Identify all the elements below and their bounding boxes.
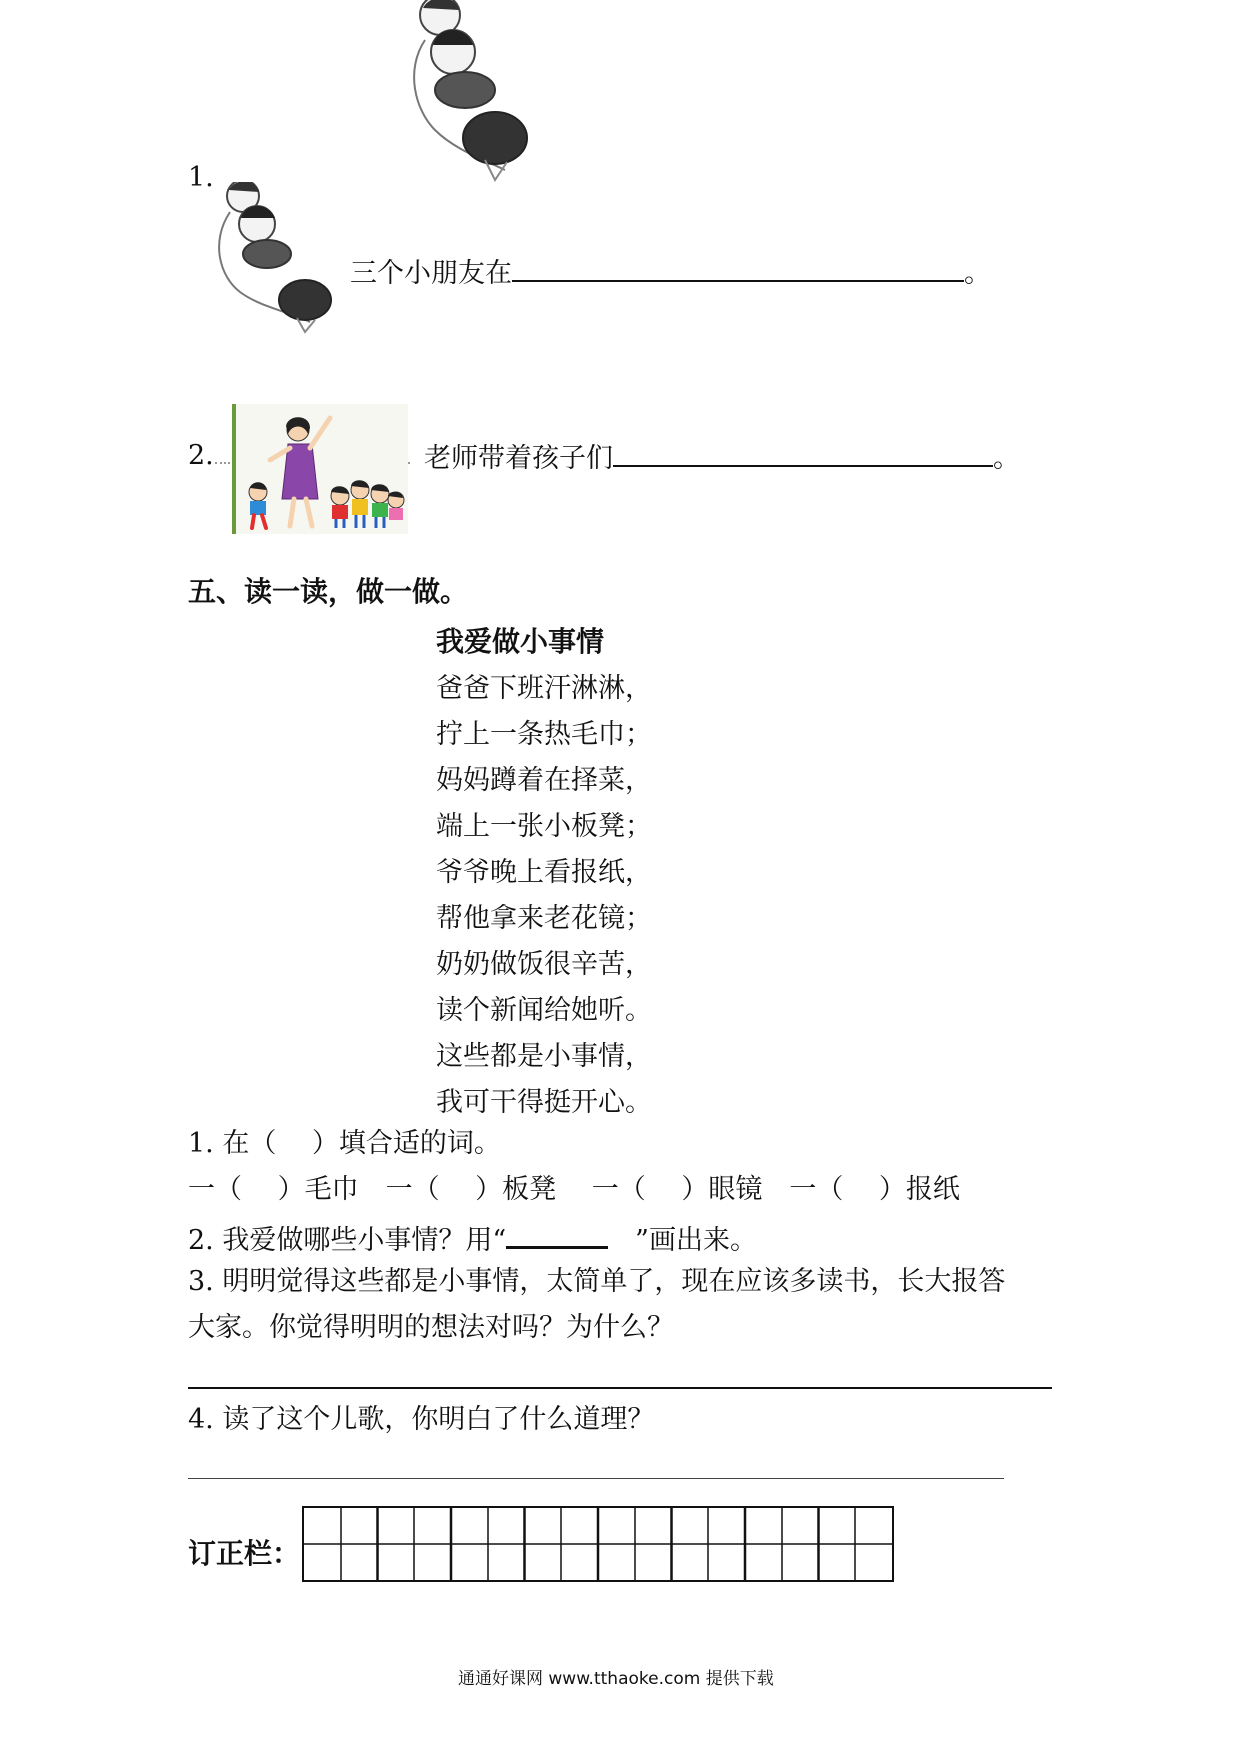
poem-line-1: 爸爸下班汗淋淋， <box>436 673 652 704</box>
question-1-number: 1. <box>188 162 214 193</box>
poem-line-7: 奶奶做饭很辛苦， <box>436 949 652 980</box>
section-5-title: 五、读一读，做一做。 <box>188 575 469 608</box>
sub-question-1: 1. 在（ ）填合适的词。 <box>188 1128 501 1159</box>
sub-question-4: 4. 读了这个儿歌，你明白了什么道理？ <box>188 1404 655 1435</box>
teacher-children-illustration <box>232 404 408 534</box>
sub-question-2 <box>188 1218 757 1259</box>
answer-line-4[interactable] <box>188 1478 1004 1479</box>
poem-line-5: 爷爷晚上看报纸， <box>436 857 652 888</box>
answer-blank-1[interactable] <box>512 252 964 282</box>
poem-line-10: 我可干得挺开心。 <box>436 1087 652 1118</box>
children-illustration <box>205 182 345 337</box>
poem-title: 我爱做小事情 <box>436 625 605 658</box>
sub-question-2-before: 2. 我爱做哪些小事情？用“ <box>188 1225 507 1256</box>
sub-question-3-line-1: 3. 明明觉得这些都是小事情，太简单了，现在应该多读书，长大报答 <box>188 1266 1006 1297</box>
sub-question-2-after: ”画出来。 <box>608 1225 757 1256</box>
poem-line-6: 帮他拿来老花镜； <box>436 903 652 934</box>
poem-line-2: 拧上一条热毛巾； <box>436 719 652 750</box>
answer-blank-2[interactable] <box>613 437 993 467</box>
sub-question-3-line-2: 大家。你觉得明明的想法对吗？为什么？ <box>188 1312 674 1343</box>
underline-sample <box>506 1218 608 1249</box>
poem-line-8: 读个新闻给她听。 <box>436 995 652 1026</box>
poem-line-9: 这些都是小事情， <box>436 1041 652 1072</box>
question-2-end: 。 <box>993 443 1020 474</box>
correction-grid-lines <box>304 1508 892 1580</box>
question-2-line <box>424 437 1020 477</box>
poem-line-4: 端上一张小板凳； <box>436 811 652 842</box>
children-illustration-top <box>395 0 545 190</box>
sub-question-1-items: 一（ ）毛巾 一（ ）板凳 一（ ）眼镜 一（ ）报纸 <box>188 1174 960 1205</box>
footer-text: 通通好课网 www.tthaoke.com 提供下载 <box>458 1669 774 1689</box>
question-1-end: 。 <box>964 258 991 289</box>
answer-line-3[interactable] <box>188 1387 1052 1389</box>
question-2-number: 2. <box>188 440 214 471</box>
question-2-text: 老师带着孩子们 <box>424 443 613 474</box>
correction-grid <box>302 1506 894 1582</box>
correction-label: 订正栏： <box>188 1537 301 1570</box>
question-1-line <box>350 252 991 292</box>
question-1-text: 三个小朋友在 <box>350 258 512 289</box>
poem-line-3: 妈妈蹲着在择菜， <box>436 765 652 796</box>
